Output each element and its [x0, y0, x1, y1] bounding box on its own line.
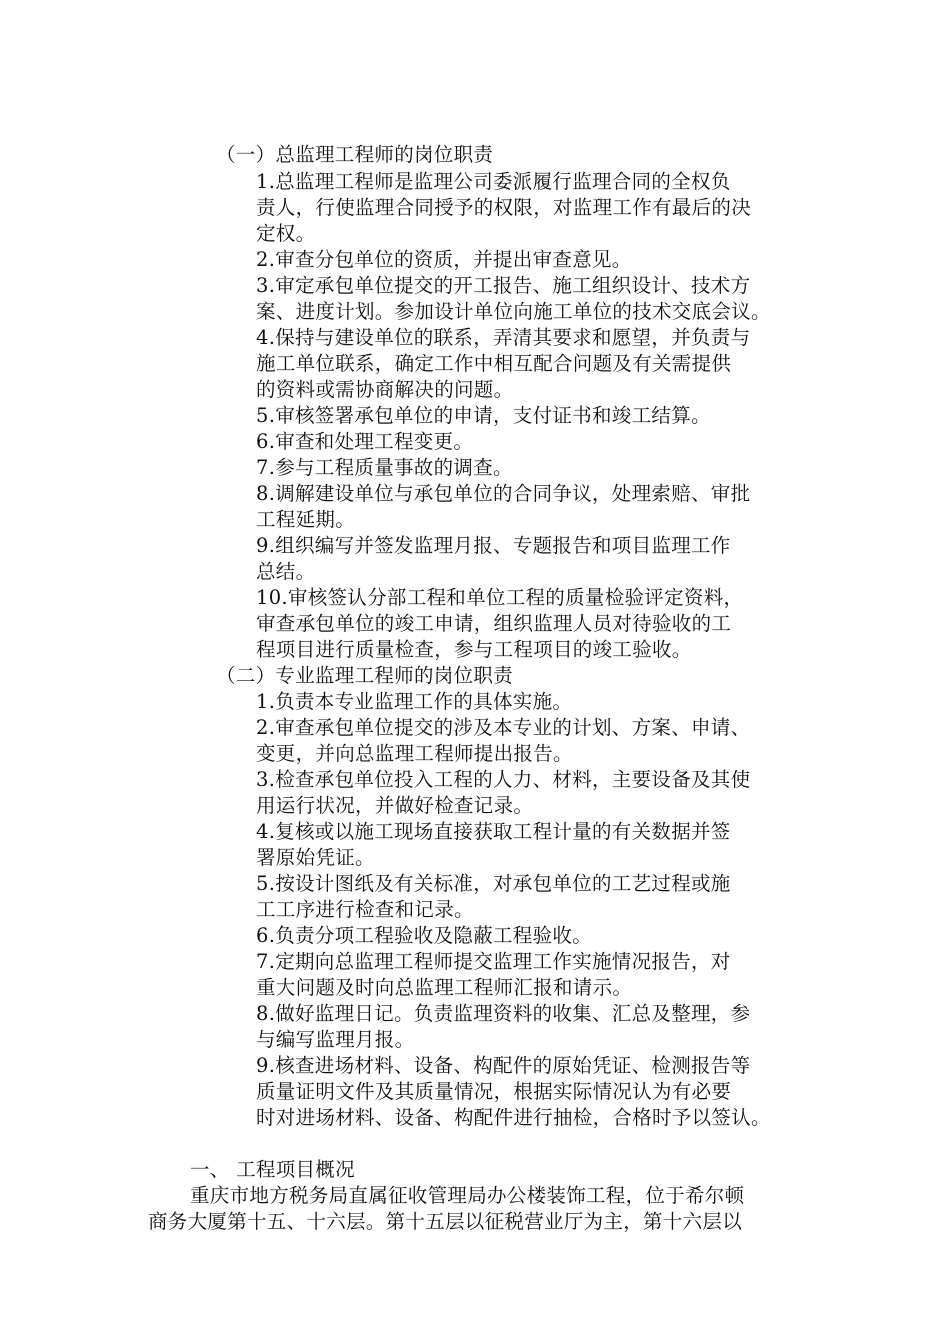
duty-line: 6.审查和处理工程变更。: [256, 430, 474, 453]
duty-line: 与编写监理月报。: [256, 1028, 415, 1051]
duty-line: 10.审核签认分部工程和单位工程的质量检验评定资料，: [256, 586, 744, 609]
duty-line: 审查承包单位的竣工申请，组织监理人员对待验收的工: [256, 612, 732, 635]
section-heading-specialist-engineer: （二）专业监理工程师的岗位职责: [216, 664, 514, 687]
duty-line: 案、进度计划。参加设计单位向施工单位的技术交底会议。: [256, 300, 771, 323]
duty-line: 时对进场材料、设备、构配件进行抽检，合格时予以签认。: [256, 1106, 771, 1129]
duty-line: 4.复核或以施工现场直接获取工程计量的有关数据并签: [256, 820, 731, 843]
section-heading-project-overview: 一、 工程项目概况: [190, 1158, 355, 1181]
duty-line: 质量证明文件及其质量情况，根据实际情况认为有必要: [256, 1080, 732, 1103]
section-heading-chief-engineer: （一）总监理工程师的岗位职责: [216, 143, 494, 166]
duty-line: 2.审查承包单位提交的涉及本专业的计划、方案、申请、: [256, 716, 751, 739]
duty-line: 5.按设计图纸及有关标准，对承包单位的工艺过程或施: [256, 872, 731, 895]
duty-line: 施工单位联系，确定工作中相互配合问题及有关需提供: [256, 352, 732, 375]
duty-line: 重大问题及时向总监理工程师汇报和请示。: [256, 976, 633, 999]
paragraph-line: 重庆市地方税务局直属征收管理局办公楼装饰工程，位于希尔顿: [190, 1184, 745, 1207]
duty-line: 9.组织编写并签发监理月报、专题报告和项目监理工作: [256, 534, 731, 557]
duty-line: 总结。: [256, 560, 316, 583]
duty-line: 9.核查进场材料、设备、构配件的原始凭证、检测报告等: [256, 1054, 751, 1077]
duty-line: 8.做好监理日记。负责监理资料的收集、汇总及整理，参: [256, 1002, 751, 1025]
duty-line: 3.审定承包单位提交的开工报告、施工组织设计、技术方: [256, 274, 751, 297]
duty-line: 用运行状况，并做好检查记录。: [256, 794, 534, 817]
duty-line: 7.定期向总监理工程师提交监理工作实施情况报告，对: [256, 950, 731, 973]
duty-line: 工工序进行检查和记录。: [256, 898, 474, 921]
duty-line: 1.负责本专业监理工作的具体实施。: [256, 690, 573, 713]
duty-line: 署原始凭证。: [256, 846, 375, 869]
duty-line: 的资料或需协商解决的问题。: [256, 378, 514, 401]
duty-line: 6.负责分项工程验收及隐蔽工程验收。: [256, 924, 593, 947]
duty-line: 5.审核签署承包单位的申请，支付证书和竣工结算。: [256, 404, 711, 427]
duty-line: 变更，并向总监理工程师提出报告。: [256, 742, 573, 765]
duty-line: 4.保持与建设单位的联系，弄清其要求和愿望，并负责与: [256, 326, 751, 349]
duty-line: 程项目进行质量检查，参与工程项目的竣工验收。: [256, 638, 692, 661]
duty-line: 1.总监理工程师是监理公司委派履行监理合同的全权负: [256, 170, 731, 193]
duty-line: 责人，行使监理合同授予的权限，对监理工作有最后的决: [256, 196, 752, 219]
duty-line: 7.参与工程质量事故的调查。: [256, 456, 513, 479]
duty-line: 2.审查分包单位的资质，并提出审查意见。: [256, 248, 632, 271]
duty-line: 工程延期。: [256, 508, 356, 531]
duty-line: 3.检查承包单位投入工程的人力、材料，主要设备及其使: [256, 768, 751, 791]
duty-line: 定权。: [256, 222, 316, 245]
duty-line: 8.调解建设单位与承包单位的合同争议，处理索赔、审批: [256, 482, 751, 505]
paragraph-line: 商务大厦第十五、十六层。第十五层以征税营业厅为主，第十六层以: [148, 1210, 743, 1233]
